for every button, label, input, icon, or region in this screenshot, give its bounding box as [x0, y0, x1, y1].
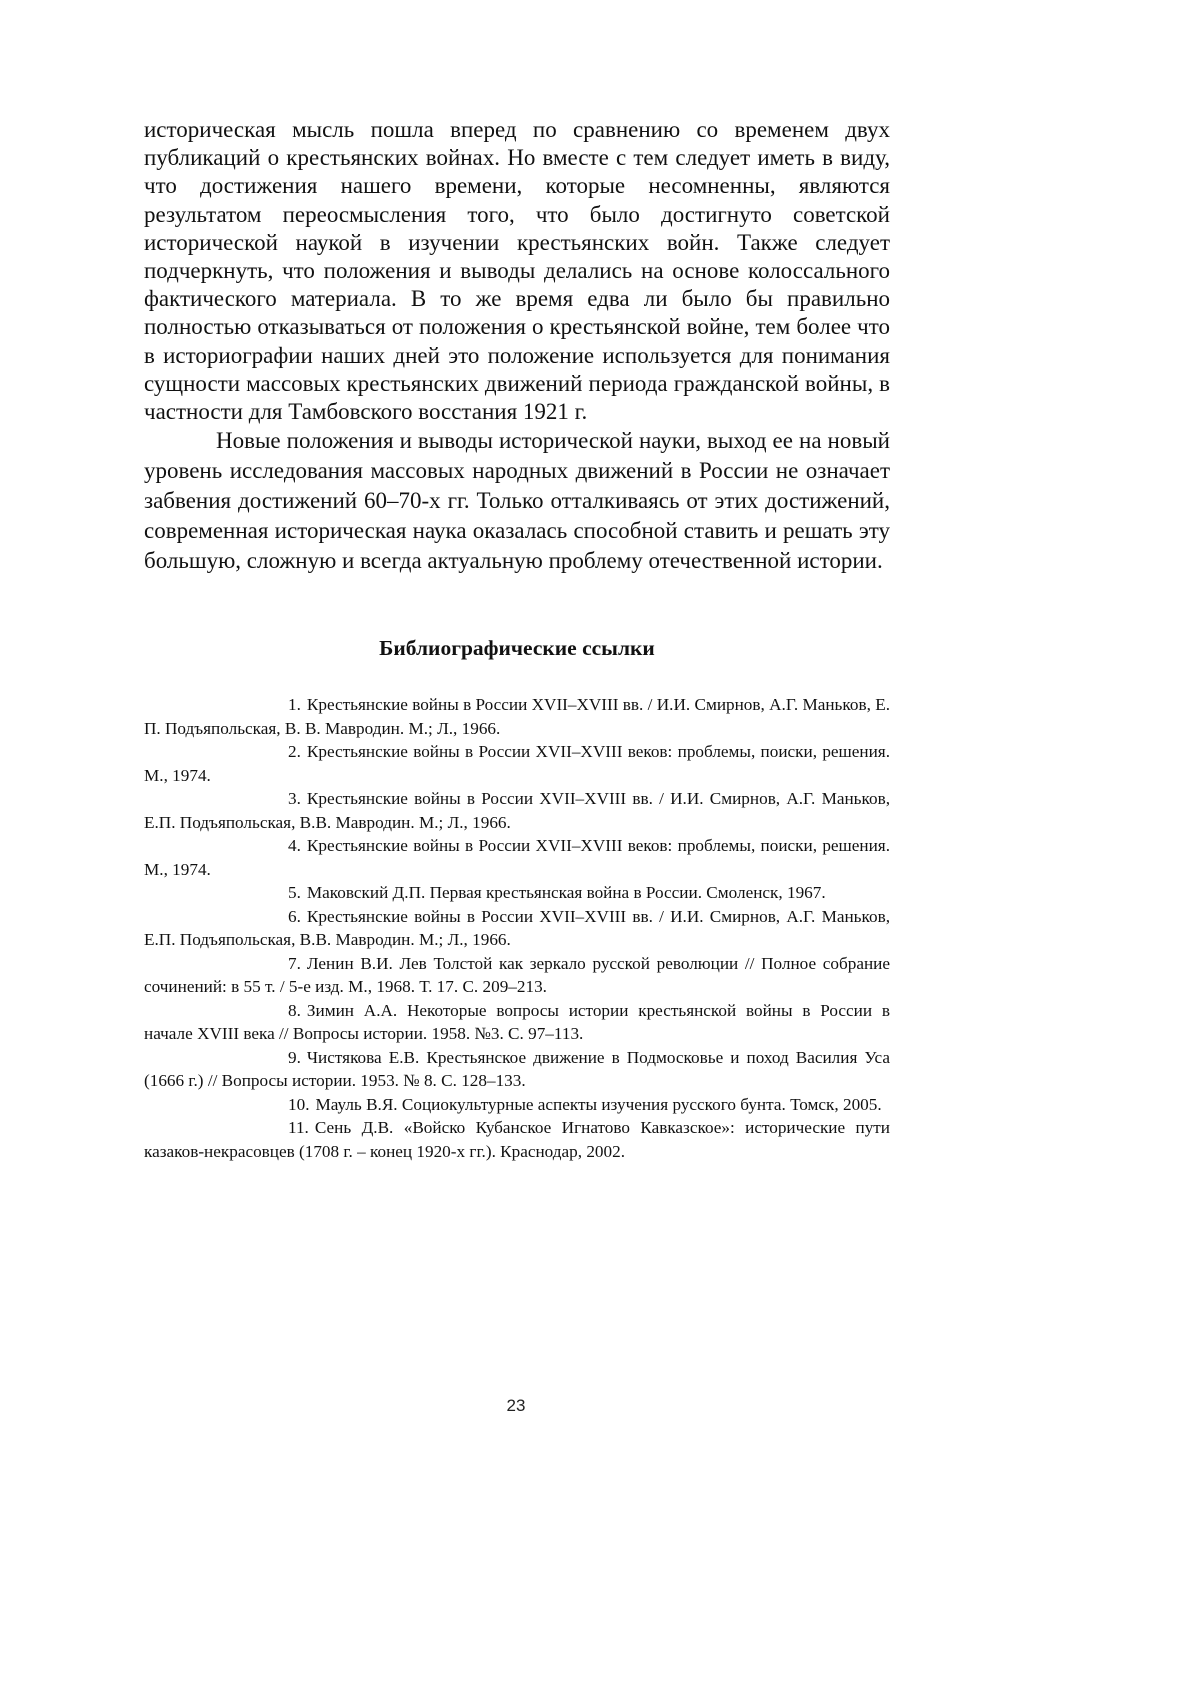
page-number: 23 — [0, 1396, 1032, 1416]
bibliography-item — [144, 952, 890, 999]
bibliography-item — [144, 881, 890, 905]
bibliography-item-text: Крестьянские войны в России XVII–XVIII вв. / И.И. Смирнов, А.Г. Маньков, Е. П. Подъяпольская, В. В. Мавродин. М.; Л., 1966. — [144, 695, 890, 738]
bibliography-item-text: Сень Д.В. «Войско Кубанское Игнатово Кавказское»: исторические пути казаков-некрасовцев (1708 г. – конец 1920-х гг.). Краснодар, 2002. — [144, 1118, 890, 1161]
bibliography-item-number: 9. — [216, 1046, 301, 1070]
bibliography-item-number: 4. — [216, 834, 301, 858]
bibliography-item-number: 6. — [216, 905, 301, 929]
bibliography-item — [144, 693, 890, 740]
bibliography-item-text: Маковский Д.П. Первая крестьянская война в России. Смоленск, 1967. — [307, 883, 826, 902]
body-text — [144, 116, 890, 576]
bibliography-item-number: 2. — [216, 740, 301, 764]
bibliography-item — [144, 1093, 890, 1117]
bibliography-item-text: Чистякова Е.В. Крестьянское движение в Подмосковье и поход Василия Уса (1666 г.) // Вопросы истории. 1953. № 8. С. 128–133. — [144, 1048, 890, 1091]
body-paragraph-1: историческая мысль пошла вперед по сравнению со временем двух публикаций о крестьянских войнах. Но вместе с тем следует иметь в виду, что достижения нашего времени, которые несомненны, являются результатом переосмысления того, что было достигнуто советской исторической наукой в изучении крестьянских войн. Также следует подчеркнуть, что положения и выводы делались на основе колоссального фактического материала. В то же время едва ли было бы правильно полностью отказываться от положения о крестьянской войне, тем более что в историографии наших дней это положение используется для понимания сущности массовых крестьянских движений периода гражданской войны, в частности для Тамбовского восстания 1921 г. — [144, 116, 890, 426]
bibliography-item-text: Ленин В.И. Лев Толстой как зеркало русской революции // Полное собрание сочинений: в 55 т. / 5-е изд. М., 1968. Т. 17. С. 209–213. — [144, 954, 890, 997]
bibliography-item-number: 7. — [216, 952, 301, 976]
bibliography-item — [144, 1116, 890, 1163]
body-paragraph-2: Новые положения и выводы исторической науки, выход ее на новый уровень исследования массовых народных движений в России не означает забвения достижений 60–70-х гг. Только отталкиваясь от этих достижений, современная историческая наука оказалась способной ставить и решать эту большую, сложную и всегда актуальную проблему отечественной истории. — [144, 426, 890, 576]
bibliography-item — [144, 905, 890, 952]
bibliography-item-text: Крестьянские войны в России XVII–XVIII веков: проблемы, поиски, решения. М., 1974. — [144, 836, 890, 879]
bibliography-item-text: Мауль В.Я. Социокультурные аспекты изучения русского бунта. Томск, 2005. — [315, 1095, 881, 1114]
bibliography-item-text: Крестьянские войны в России XVII–XVIII вв. / И.И. Смирнов, А.Г. Маньков, Е.П. Подъяпольская, В.В. Мавродин. М.; Л., 1966. — [144, 907, 890, 950]
bibliography-item-number: 11. — [216, 1116, 309, 1140]
bibliography-item-number: 10. — [216, 1093, 309, 1117]
document-page — [0, 0, 1200, 1697]
bibliography-item-number: 3. — [216, 787, 301, 811]
bibliography-item-text: Зимин А.А. Некоторые вопросы истории крестьянской войны в России в начале XVIII века // Вопросы истории. 1958. №3. С. 97–113. — [144, 1001, 890, 1044]
bibliography-heading: Библиографические ссылки — [144, 636, 890, 661]
bibliography-list — [144, 693, 890, 1163]
bibliography-item — [144, 740, 890, 787]
bibliography-item-number: 8. — [216, 999, 301, 1023]
bibliography-item-number: 1. — [216, 693, 301, 717]
bibliography-item-text: Крестьянские войны в России XVII–XVIII вв. / И.И. Смирнов, А.Г. Маньков, Е.П. Подъяпольская, В.В. Мавродин. М.; Л., 1966. — [144, 789, 890, 832]
bibliography-item — [144, 999, 890, 1046]
bibliography-item — [144, 787, 890, 834]
bibliography-item — [144, 834, 890, 881]
bibliography-item-number: 5. — [216, 881, 301, 905]
bibliography-item-text: Крестьянские войны в России XVII–XVIII веков: проблемы, поиски, решения. М., 1974. — [144, 742, 890, 785]
bibliography-item — [144, 1046, 890, 1093]
